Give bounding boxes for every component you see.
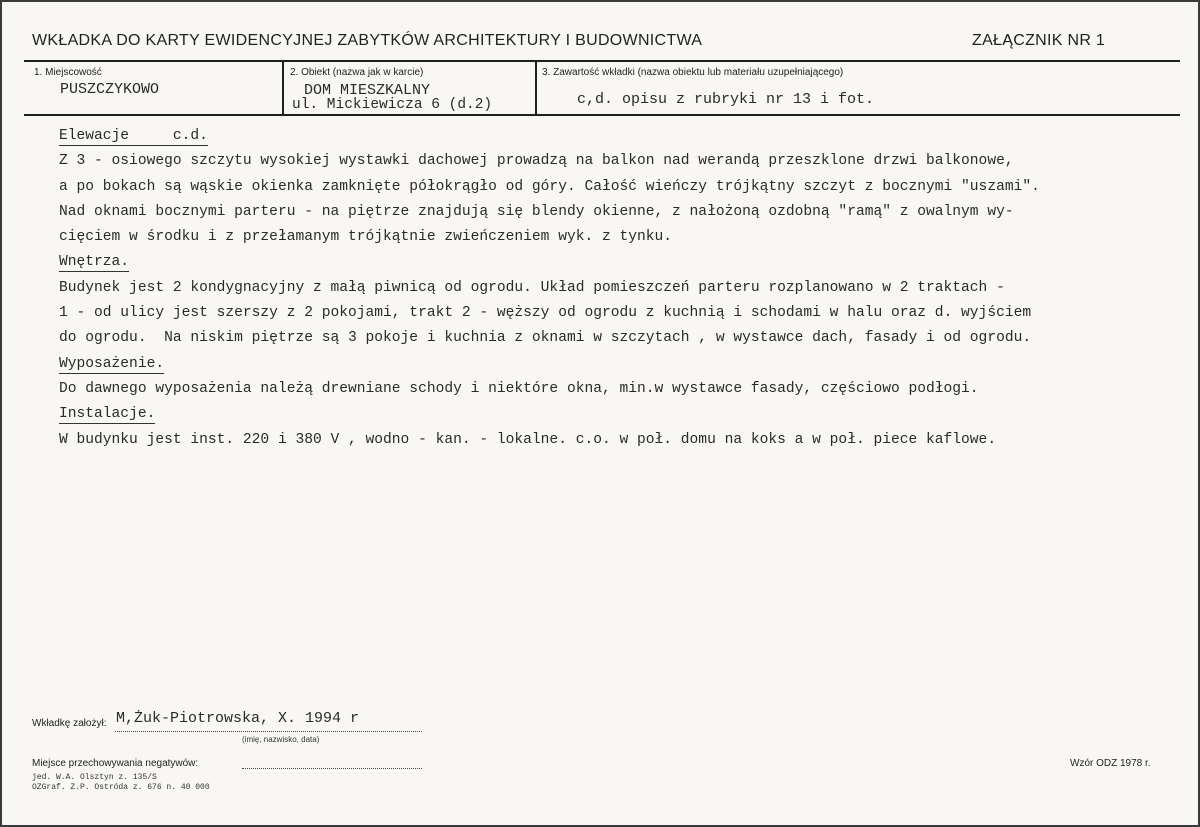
text-line-content: a po bokach są wąskie okienka zamknięte półokrągło od góry. Całość wieńczy trójkątny szczyt z bocznymi "uszami".: [59, 178, 1040, 195]
header-rule-bottom: [24, 114, 1180, 116]
section-heading-text: Wyposażenie.: [59, 355, 165, 372]
text-line: [59, 428, 1179, 453]
text-line-content: Do dawnego wyposażenia należą drewniane schody i niektóre okna, min.w wystawce fasady, częściowo podłogi.: [59, 380, 979, 397]
text-line: [59, 200, 1179, 225]
text-line: [59, 276, 1179, 301]
text-line: [59, 326, 1179, 351]
section-heading: [59, 250, 1179, 275]
negatives-line: [242, 768, 422, 769]
text-line: [59, 301, 1179, 326]
section-heading: [59, 402, 1179, 427]
text-line: [59, 175, 1179, 200]
created-by-value: M,Żuk-Piotrowska, X. 1994 r: [116, 710, 360, 727]
object-value-line2: ul. Mickiewicza 6 (d.2): [292, 97, 493, 113]
locality-value: PUSZCZYKOWO: [60, 81, 160, 98]
form-title: WKŁADKA DO KARTY EWIDENCYJNEJ ZABYTKÓW ARCHITEKTURY I BUDOWNICTWA: [32, 32, 703, 49]
text-line-content: Z 3 - osiowego szczytu wysokiej wystawki dachowej prowadzą na balkon nad werandą przeszklone drzwi balkonowe,: [59, 153, 1014, 170]
text-line-content: W budynku jest inst. 220 i 380 V , wodno - kan. - lokalne. c.o. w poł. domu na koks a w poł. piece kaflowe.: [59, 431, 997, 448]
text-line-content: Budynek jest 2 kondygnacyjny z małą piwnicą od ogrodu. Układ pomieszczeń parteru rozplanowano w 2 traktach -: [59, 279, 1005, 296]
annex-label: ZAŁĄCZNIK NR 1: [972, 32, 1106, 49]
text-line-content: 1 - od ulicy jest szerszy z 2 pokojami, trakt 2 - węższy od ogrodu z kuchnią i schodami w halu oraz d. wyjściem: [59, 305, 1032, 322]
content-label: 3. Zawartość wkładki (nazwa obiektu lub materiału uzupełniającego): [542, 67, 844, 78]
field-divider-1: [282, 60, 284, 115]
text-line: [59, 377, 1179, 402]
locality-label: 1. Miejscowość: [34, 67, 102, 78]
description-body: [59, 124, 1179, 453]
print-info-line2: OZGraf. Z.P. Ostróda z. 676 n. 40 000: [32, 783, 210, 792]
created-by-line: [115, 731, 422, 732]
header-rule-top: [24, 60, 1180, 62]
pattern-label: Wzór ODZ 1978 r.: [1070, 758, 1151, 769]
section-heading-text: Instalacje.: [59, 406, 156, 423]
text-line-content: cięciem w środku i z przełamanym trójkątnie zwieńczeniem wyk. z tynku.: [59, 229, 673, 246]
object-value-line1: DOM MIESZKALNY: [304, 82, 431, 99]
content-value: c,d. opisu z rubryki nr 13 i fot.: [577, 91, 875, 108]
text-line-content: do ogrodu. Na niskim piętrze są 3 pokoje i kuchnia z oknami w szczytach , w wystawce dach, fasady i od ogrodu.: [59, 330, 1032, 347]
section-heading: [59, 124, 1179, 149]
section-heading: [59, 352, 1179, 377]
text-line: [59, 225, 1179, 250]
field-divider-2: [535, 60, 537, 115]
text-line-content: Nad oknami bocznymi parteru - na piętrze znajdują się blendy okienne, z nałożoną ozdobną "ramą" z owalnym wy-: [59, 203, 1014, 220]
created-by-hint: (imię, nazwisko, data): [242, 735, 320, 744]
created-by-label: Wkładkę założył:: [32, 718, 107, 729]
object-label: 2. Obiekt (nazwa jak w karcie): [290, 67, 424, 78]
section-heading-text: Elewacje c.d.: [59, 128, 208, 144]
section-heading-text: Wnętrza.: [59, 254, 130, 271]
negatives-label: Miejsce przechowywania negatywów:: [32, 758, 199, 769]
text-line: [59, 149, 1179, 174]
print-info-line1: jed. W.A. Olsztyn z. 135/S: [32, 773, 157, 782]
